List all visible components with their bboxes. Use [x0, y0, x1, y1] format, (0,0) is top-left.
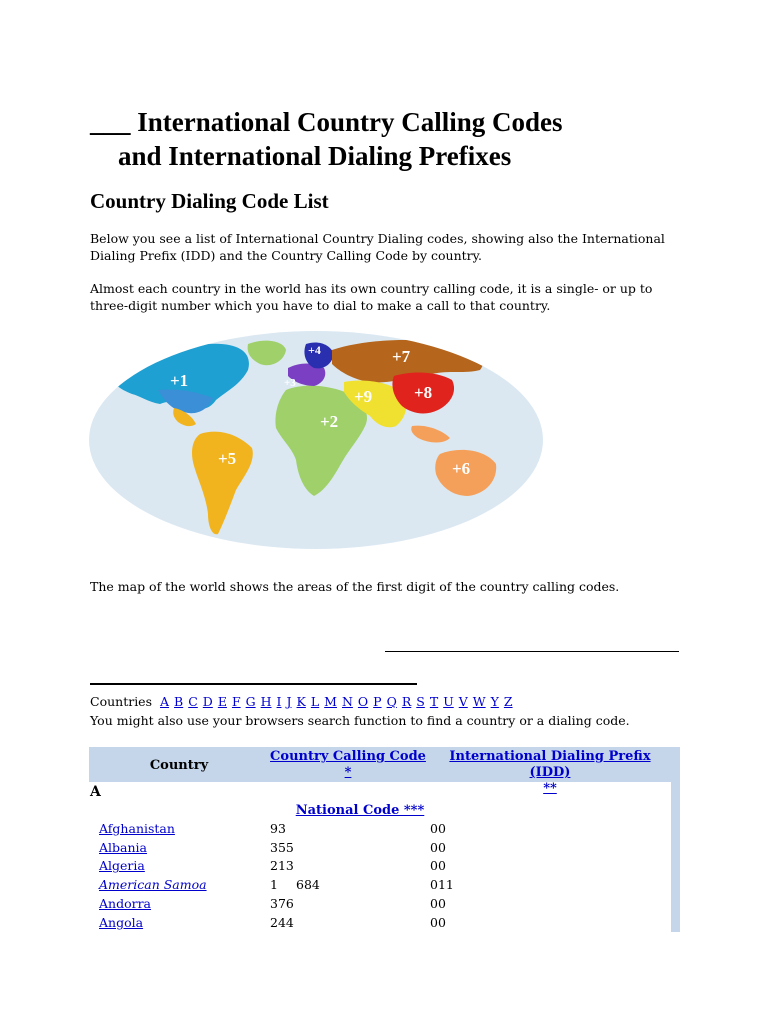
page-title-line-1: ___ International Country Calling Codes — [90, 107, 563, 137]
idd-footnote-link[interactable]: ** — [543, 781, 557, 796]
country-letter-nav — [90, 694, 523, 711]
letter-link-f[interactable]: F — [231, 694, 241, 709]
national-code-link[interactable]: National Code *** — [295, 803, 425, 818]
map-label-3: +3 — [284, 377, 296, 389]
letter-link-group — [160, 694, 518, 709]
letter-link-u[interactable]: U — [443, 694, 454, 709]
letter-link-q[interactable]: Q — [386, 694, 397, 709]
calling-code-cell: 355 — [270, 839, 294, 855]
letter-link-p[interactable]: P — [373, 694, 382, 709]
letter-link-j[interactable]: J — [286, 694, 292, 709]
country-nav-label: Countries — [90, 694, 152, 709]
idd-cell: 00 — [430, 914, 446, 930]
letter-link-b[interactable]: B — [174, 694, 184, 709]
letter-link-l[interactable]: L — [310, 694, 320, 709]
map-label-9: +9 — [354, 387, 373, 406]
letter-link-z[interactable]: Z — [503, 694, 513, 709]
letter-link-t[interactable]: T — [429, 694, 439, 709]
idd-cell: 00 — [430, 821, 446, 836]
letter-link-h[interactable]: H — [260, 694, 272, 709]
world-calling-code-map — [88, 330, 544, 550]
idd-header-link[interactable]: International Dialing Prefix (IDD) — [449, 749, 651, 780]
divider-right — [385, 651, 679, 652]
letter-link-a[interactable]: A — [160, 694, 170, 709]
letter-link-g[interactable]: G — [245, 694, 256, 709]
country-link[interactable]: American Samoa — [99, 877, 207, 893]
map-label-2: +2 — [320, 412, 339, 431]
page-title-line-2: and International Dialing Prefixes — [118, 141, 512, 171]
country-link[interactable]: Algeria — [99, 858, 145, 874]
letter-link-r[interactable]: R — [401, 694, 412, 709]
letter-link-s[interactable]: S — [416, 694, 425, 709]
country-link[interactable]: Angola — [99, 914, 144, 930]
letter-link-c[interactable]: C — [188, 694, 198, 709]
country-link[interactable]: Andorra — [99, 895, 152, 911]
calling-code-cell: 244 — [270, 914, 294, 930]
national-code-cell: 684 — [296, 877, 320, 893]
map-label-5: +5 — [218, 449, 237, 468]
idd-cell: 00 — [430, 895, 446, 911]
search-hint: You might also use your browsers search function to find a country or a dialing code. — [90, 713, 630, 728]
group-letter-a: A — [90, 784, 101, 800]
divider-left — [90, 683, 417, 685]
letter-link-o[interactable]: O — [357, 694, 369, 709]
country-link[interactable]: Afghanistan — [99, 821, 175, 836]
col-header-calling-code[interactable] — [270, 749, 426, 781]
calling-code-header-link[interactable]: Country Calling Code — [270, 749, 426, 764]
letter-link-w[interactable]: W — [472, 694, 486, 709]
letter-link-y[interactable]: Y — [490, 694, 499, 709]
letter-link-k[interactable]: K — [296, 694, 306, 709]
intro-paragraph-2: Almost each country in the world has its own country calling code, it is a single- or up to three-digit number which you have to dial to make a call to that country. — [90, 281, 653, 313]
map-label-8: +8 — [414, 383, 433, 402]
table-right-edge — [671, 782, 680, 932]
calling-code-cell: 93 — [270, 821, 286, 836]
country-link[interactable]: Albania — [99, 839, 147, 855]
map-label-4: +4 — [308, 343, 321, 357]
calling-code-cell: 376 — [270, 895, 294, 911]
letter-link-e[interactable]: E — [217, 694, 227, 709]
letter-link-v[interactable]: V — [458, 694, 468, 709]
col-header-country: Country — [149, 758, 209, 773]
calling-code-footnote-link[interactable]: * — [344, 765, 352, 780]
idd-cell: 011 — [430, 877, 454, 893]
letter-link-d[interactable]: D — [202, 694, 213, 709]
calling-code-cell: 213 — [270, 858, 294, 874]
map-label-7: +7 — [392, 347, 411, 366]
col-header-idd[interactable] — [430, 749, 670, 797]
idd-cell: 00 — [430, 858, 446, 874]
letter-link-m[interactable]: M — [324, 694, 337, 709]
map-label-6: +6 — [452, 459, 471, 478]
section-title: Country Dialing Code List — [90, 189, 329, 213]
idd-cell: 00 — [430, 839, 446, 855]
calling-code-cell: 1 — [270, 877, 278, 893]
map-caption: The map of the world shows the areas of the first digit of the country calling codes. — [90, 579, 620, 594]
intro-paragraph-1: Below you see a list of International Country Dialing codes, showing also the International Dialing Prefix (IDD) and the Country Calling Code by country. — [90, 231, 665, 263]
map-label-1: +1 — [170, 371, 189, 390]
letter-link-n[interactable]: N — [341, 694, 353, 709]
letter-link-i[interactable]: I — [276, 694, 282, 709]
